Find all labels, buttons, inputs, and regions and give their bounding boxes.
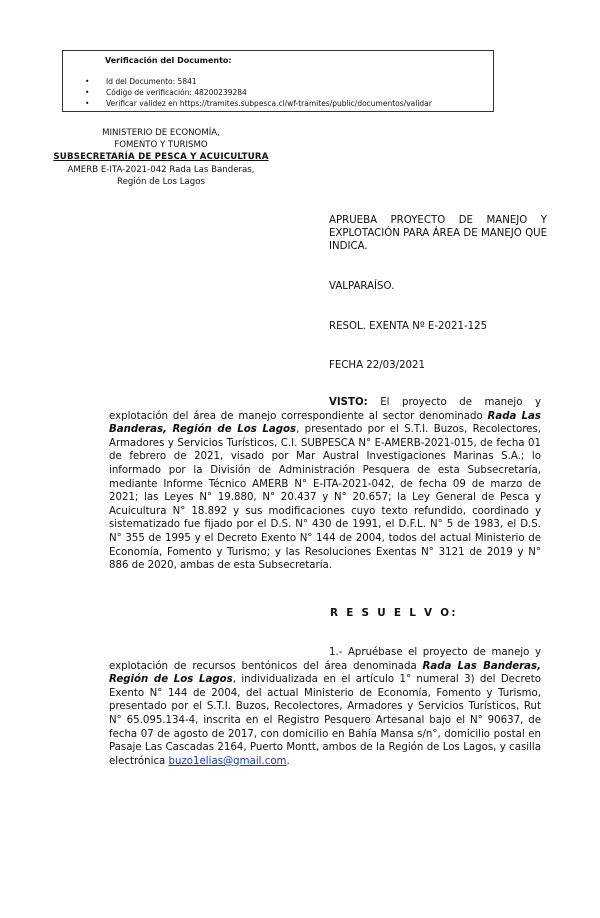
ministry-header bbox=[30, 127, 292, 188]
point-1-text-2: , individualizada en el artículo 1° numeral 3) del Decreto Exento N° 144 de 2004, del actual Ministerio de Economía, Fomento y Turismo, presentado por el S.T.I. Buzos, Recolectores, Armadores y Servicios Turísticos, Rut N° 65.095.134-4, inscrita en el Registro Pesquero Artesanal bajo el N° 90637, de fecha 07 de agosto de 2017, con domicilio en Bahía Mansa s/n°, domicilio postal en Pasaje Las Cascadas 2164, Puerto Montt, ambos de la Región de Los Lagos, y casilla electrónica bbox=[109, 674, 541, 767]
region-line: Región de Los Lagos bbox=[117, 176, 205, 187]
resolution-date: FECHA 22/03/2021 bbox=[329, 360, 425, 371]
resuelvo-heading: R E S U E L V O: bbox=[330, 607, 458, 619]
verification-id: • Id del Documento: 5841 bbox=[85, 76, 432, 87]
verification-box bbox=[62, 50, 494, 112]
visto-paragraph bbox=[109, 396, 541, 573]
visto-text-1: El proyecto de manejo y explotación del área de manejo correspondiente al sector denominado bbox=[109, 397, 541, 422]
verification-title: Verificación del Documento: bbox=[105, 56, 232, 65]
visto-place: Rada Las Banderas, Región de Los Lagos bbox=[109, 410, 541, 436]
verification-list bbox=[85, 76, 432, 109]
point-1-place: Rada Las Banderas, Región de Los Lagos bbox=[109, 660, 541, 686]
subsecretaria-name: SUBSECRETARÍA DE PESCA Y ACUICULTURA bbox=[53, 152, 269, 163]
visto-text-2: , presentado por el S.T.I. Buzos, Recolectores, Armadores y Servicios Turísticos, C.I. SUBPESCA N° E-AMERB-2021-015, de fecha 01 de febrero de 2021, visado por Mar Austral Investigaciones Marinas S.A.; lo informado por la División de Administración Pesquera de esta Subsecretaría, mediante Informe Técnico AMERB N° E-ITA-2021-042, de fecha 09 de marzo de 2021; las Leyes N° 19.880, N° 20.437 y N° 20.657; la Ley General de Pesca y Acuicultura N° 18.892 y sus modificaciones cuyo texto refundido, coordinado y sistematizado fue fijado por el D.S. N° 430 de 1991, el D.F.L. N° 5 de 1983, el D.S. N° 355 de 1995 y el Decreto Exento N° 144 de 2004, todos del actual Ministerio de Economía, Fomento y Turismo; y las Resoluciones Exentas N° 3121 de 2019 y N° 886 de 2020, ambas de esta Subsecretaría. bbox=[109, 424, 542, 572]
ministry-line-2: FOMENTO Y TURISMO bbox=[114, 140, 208, 151]
resolution-number: RESOL. EXENTA Nº E-2021-125 bbox=[329, 321, 488, 332]
visto-label: VISTO: bbox=[329, 397, 368, 408]
email-link[interactable]: buzo1elias@gmail.com bbox=[168, 755, 287, 767]
verification-url: • Verificar validez en https://tramites.subpesca.cl/wf-tramites/public/documentos/validar bbox=[85, 98, 432, 109]
resolution-city: VALPARAÍSO. bbox=[329, 281, 395, 292]
verification-code: • Código de verificación: 48200239284 bbox=[85, 87, 432, 98]
point-1-text-1: 1.- Apruébase el proyecto de manejo y explotación de recursos bentónicos del área denominada bbox=[109, 647, 541, 672]
ministry-line-1: MINISTERIO DE ECONOMÍA, bbox=[102, 128, 220, 138]
amerb-reference: AMERB E-ITA-2021-042 Rada Las Banderas, bbox=[67, 164, 255, 175]
resolution-title: APRUEBA PROYECTO DE MANEJO Y EXPLOTACIÓN PARA ÁREA DE MANEJO QUE INDICA. bbox=[329, 215, 547, 252]
point-1-text-3: . bbox=[286, 755, 290, 767]
point-1-paragraph bbox=[109, 646, 541, 768]
